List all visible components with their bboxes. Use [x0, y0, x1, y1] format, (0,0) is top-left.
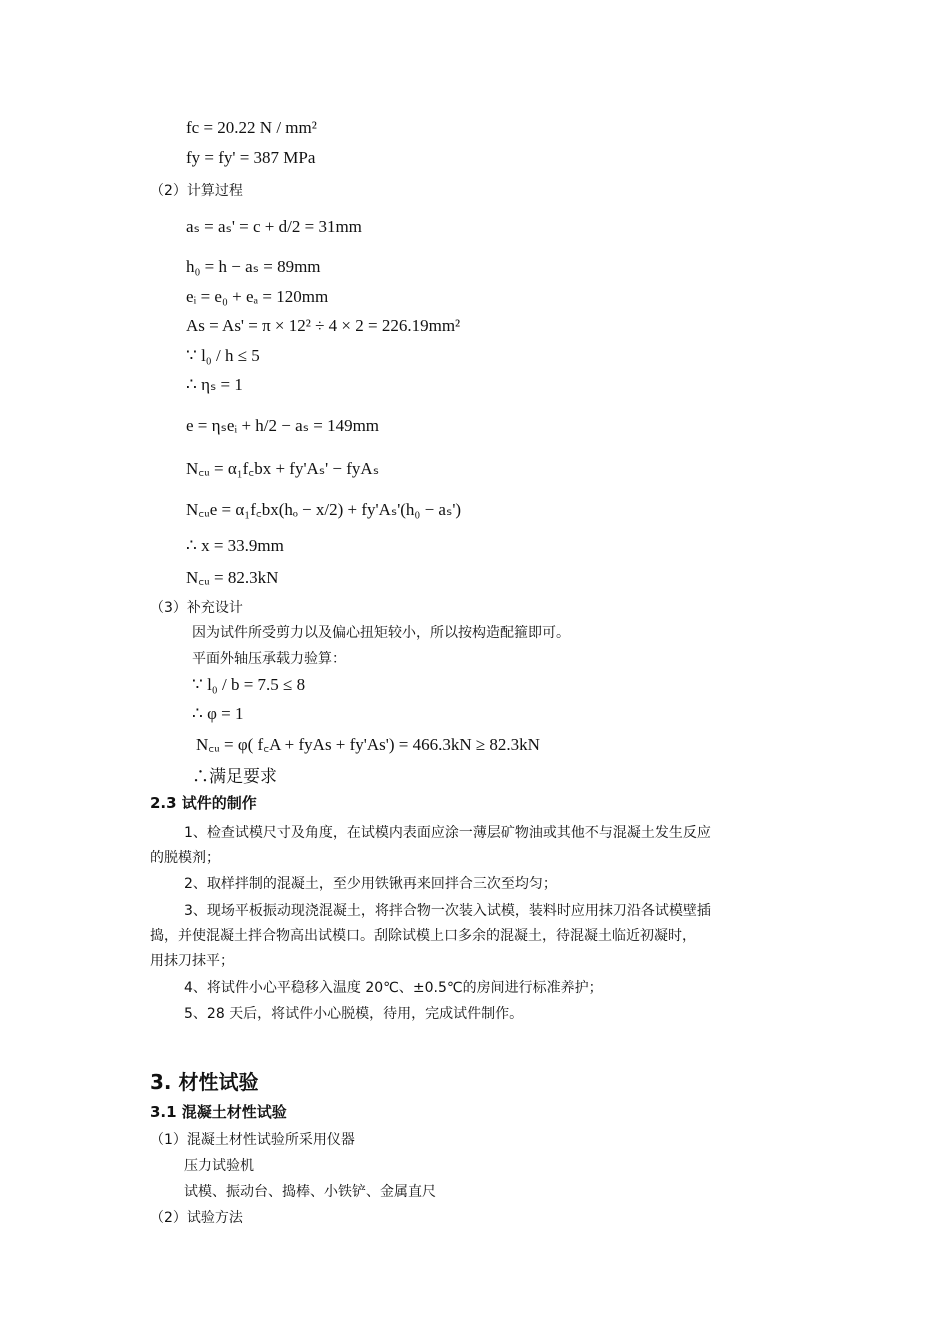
sec23-item4: 4、将试件小心平稳移入温度 20℃、±0.5℃的房间进行标准养护；	[184, 980, 603, 996]
eq-As: As = As' = π × 12² ÷ 4 × 2 = 226.19mm²	[186, 316, 461, 335]
sec23-item2: 2、取样拌制的混凝土，至少用铁锹再来回拌合三次至均匀；	[184, 876, 557, 892]
supp-heading: （3）补充设计	[150, 600, 243, 616]
eq-e: e = ηₛeᵢ + h/2 − aₛ = 149mm	[186, 416, 380, 435]
sec3-item1a: 压力试验机	[184, 1158, 254, 1174]
eq-ncu2: N꜀ᵤe = α₁f꜀bx(hₒ − x/2) + fy'Aₛ'(h₀ − aₛ')	[186, 500, 462, 519]
eq-ncu-check: N꜀ᵤ = φ( f꜀A + fyAs + fy'As') = 466.3kN ≥ 82.3kN	[196, 735, 540, 754]
supp-ok: ∴满足要求	[192, 767, 277, 786]
sec23-item1-cont: 的脱模剂；	[150, 850, 220, 866]
eq-ncu: N꜀ᵤ = 82.3kN	[186, 568, 279, 587]
eq-fc: fc = 20.22 N / mm²	[186, 118, 317, 137]
supp-line2: 平面外轴压承载力验算：	[192, 651, 346, 667]
sec23-item1: 1、检查试模尺寸及角度，在试模内表面应涂一薄层矿物油或其他不与混凝土发生反应	[184, 825, 711, 841]
eq-x: ∴ x = 33.9mm	[186, 536, 284, 555]
section-3-title: 3. 材性试验	[150, 1070, 259, 1094]
step2-heading: （2）计算过程	[150, 183, 243, 199]
sec3-item1: （1）混凝土材性试验所采用仪器	[150, 1132, 355, 1148]
sec23-item5: 5、28 天后，将试件小心脱模，待用，完成试件制作。	[184, 1006, 524, 1022]
sec3-item2: （2）试验方法	[150, 1210, 243, 1226]
supp-line1: 因为试件所受剪力以及偏心扭矩较小，所以按构造配箍即可。	[192, 625, 570, 641]
eq-ei: eᵢ = e₀ + eₐ = 120mm	[186, 287, 329, 306]
eq-phi: ∴ φ = 1	[192, 704, 244, 723]
eq-h0: h₀ = h − aₛ = 89mm	[186, 257, 321, 276]
eq-ncu1: N꜀ᵤ = α₁f꜀bx + fy'Aₛ' − fyAₛ	[186, 459, 380, 478]
eq-fy: fy = fy' = 387 MPa	[186, 148, 316, 167]
section-3-1-title: 3.1 混凝土材性试验	[150, 1103, 287, 1121]
eq-l0h: ∵ l₀ / h ≤ 5	[186, 346, 260, 365]
sec23-item3-cont: 捣，并使混凝土拌合物高出试模口。刮除试模上口多余的混凝土，待混凝土临近初凝时，	[150, 928, 696, 944]
eq-l0b: ∵ l₀ / b = 7.5 ≤ 8	[192, 675, 306, 694]
section-2-3-title: 2.3 试件的制作	[150, 794, 257, 812]
sec23-item3: 3、现场平板振动现浇混凝土，将拌合物一次装入试模，装料时应用抹刀沿各试模壁插	[184, 903, 711, 919]
sec23-item3-cont2: 用抹刀抹平；	[150, 953, 234, 969]
sec3-item1b: 试模、振动台、捣棒、小铁铲、金属直尺	[184, 1184, 436, 1200]
eq-as: aₛ = aₛ' = c + d/2 = 31mm	[186, 217, 362, 236]
eq-eta: ∴ ηₛ = 1	[186, 375, 243, 394]
